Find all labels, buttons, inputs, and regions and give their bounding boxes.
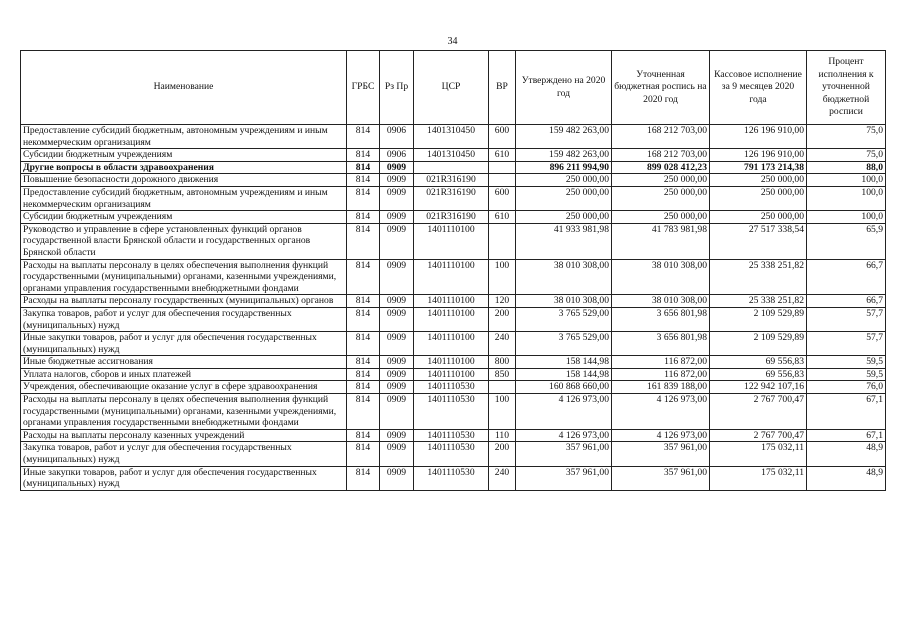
cell-approved: 3 765 529,00 (516, 307, 612, 331)
cell-percent: 67,1 (807, 394, 886, 430)
cell-percent: 66,7 (807, 259, 886, 295)
cell-rz-pr: 0906 (380, 125, 414, 149)
cell-rz-pr: 0909 (380, 211, 414, 224)
cell-rz-pr: 0909 (380, 174, 414, 187)
table-row (21, 149, 886, 162)
header-row (21, 51, 886, 125)
cell-rz-pr: 0906 (380, 149, 414, 162)
cell-grbs: 814 (347, 394, 380, 430)
cell-percent: 100,0 (807, 211, 886, 224)
cell-percent: 100,0 (807, 186, 886, 210)
cell-cash: 27 517 338,54 (710, 223, 807, 259)
cell-name: Расходы на выплаты персоналу государственных (муниципальных) органов (21, 295, 347, 308)
cell-csr: 1401310450 (414, 149, 489, 162)
cell-refined: 250 000,00 (612, 174, 710, 187)
cell-percent: 65,9 (807, 223, 886, 259)
cell-vr: 200 (489, 307, 516, 331)
cell-name: Закупка товаров, работ и услуг для обеспечения государственных (муниципальных) нужд (21, 307, 347, 331)
cell-name: Иные закупки товаров, работ и услуг для обеспечения государственных (муниципальных) нужд (21, 466, 347, 490)
cell-approved: 38 010 308,00 (516, 259, 612, 295)
cell-refined: 3 656 801,98 (612, 307, 710, 331)
cell-vr: 600 (489, 186, 516, 210)
cell-approved: 159 482 263,00 (516, 125, 612, 149)
cell-approved: 357 961,00 (516, 466, 612, 490)
cell-approved: 158 144,98 (516, 368, 612, 381)
cell-name: Субсидии бюджетным учреждениям (21, 149, 347, 162)
cell-cash: 25 338 251,82 (710, 295, 807, 308)
table-row (21, 125, 886, 149)
cell-rz-pr: 0909 (380, 307, 414, 331)
header-csr: ЦСР (414, 51, 489, 125)
cell-vr: 610 (489, 149, 516, 162)
cell-rz-pr: 0909 (380, 259, 414, 295)
header-cash: Кассовое исполнение за 9 месяцев 2020 года (710, 51, 807, 125)
cell-approved: 250 000,00 (516, 186, 612, 210)
cell-name: Уплата налогов, сборов и иных платежей (21, 368, 347, 381)
table-row (21, 332, 886, 356)
cell-cash: 250 000,00 (710, 174, 807, 187)
cell-vr: 100 (489, 259, 516, 295)
cell-vr: 600 (489, 125, 516, 149)
cell-refined: 3 656 801,98 (612, 332, 710, 356)
cell-csr: 1401110530 (414, 442, 489, 466)
cell-name: Иные закупки товаров, работ и услуг для обеспечения государственных (муниципальных) нужд (21, 332, 347, 356)
cell-rz-pr: 0909 (380, 381, 414, 394)
cell-name: Расходы на выплаты персоналу в целях обеспечения выполнения функций государственными (муниципальными) органами, казенными учреждениями, органами управления государственными внебюджетными фондами (21, 394, 347, 430)
cell-cash: 250 000,00 (710, 211, 807, 224)
cell-approved: 4 126 973,00 (516, 429, 612, 442)
cell-name: Субсидии бюджетным учреждениям (21, 211, 347, 224)
cell-refined: 38 010 308,00 (612, 295, 710, 308)
cell-percent: 48,9 (807, 442, 886, 466)
table-row (21, 186, 886, 210)
table-body (21, 125, 886, 491)
cell-percent: 100,0 (807, 174, 886, 187)
budget-table (20, 50, 886, 491)
header-name: Наименование (21, 51, 347, 125)
table-row (21, 223, 886, 259)
cell-name: Другие вопросы в области здравоохранения (21, 161, 347, 174)
table-row (21, 356, 886, 369)
header-percent: Процент исполнения к уточненной бюджетной росписи (807, 51, 886, 125)
cell-vr (489, 381, 516, 394)
cell-approved: 158 144,98 (516, 356, 612, 369)
cell-refined: 116 872,00 (612, 356, 710, 369)
cell-vr: 850 (489, 368, 516, 381)
cell-csr: 1401110100 (414, 368, 489, 381)
cell-refined: 250 000,00 (612, 186, 710, 210)
header-rz-pr: Рз Пр (380, 51, 414, 125)
cell-name: Предоставление субсидий бюджетным, автономным учреждениям и иным некоммерческим организациям (21, 186, 347, 210)
cell-refined: 41 783 981,98 (612, 223, 710, 259)
cell-rz-pr: 0909 (380, 161, 414, 174)
cell-vr (489, 223, 516, 259)
header-grbs: ГРБС (347, 51, 380, 125)
cell-approved: 41 933 981,98 (516, 223, 612, 259)
cell-percent: 75,0 (807, 149, 886, 162)
cell-cash: 126 196 910,00 (710, 125, 807, 149)
cell-refined: 4 126 973,00 (612, 394, 710, 430)
cell-csr: 1401110100 (414, 259, 489, 295)
cell-vr (489, 161, 516, 174)
cell-rz-pr: 0909 (380, 186, 414, 210)
table-row (21, 259, 886, 295)
cell-cash: 791 173 214,38 (710, 161, 807, 174)
cell-approved: 4 126 973,00 (516, 394, 612, 430)
table-row (21, 174, 886, 187)
cell-approved: 160 868 660,00 (516, 381, 612, 394)
cell-grbs: 814 (347, 161, 380, 174)
cell-percent: 67,1 (807, 429, 886, 442)
cell-csr: 1401110100 (414, 307, 489, 331)
cell-approved: 250 000,00 (516, 211, 612, 224)
cell-grbs: 814 (347, 429, 380, 442)
cell-refined: 250 000,00 (612, 211, 710, 224)
cell-rz-pr: 0909 (380, 356, 414, 369)
cell-cash: 2 109 529,89 (710, 332, 807, 356)
cell-grbs: 814 (347, 149, 380, 162)
cell-csr: 021R316190 (414, 186, 489, 210)
cell-cash: 122 942 107,16 (710, 381, 807, 394)
cell-approved: 159 482 263,00 (516, 149, 612, 162)
table-row (21, 466, 886, 490)
cell-cash: 69 556,83 (710, 356, 807, 369)
cell-cash: 2 109 529,89 (710, 307, 807, 331)
cell-percent: 59,5 (807, 356, 886, 369)
table-row (21, 381, 886, 394)
cell-refined: 38 010 308,00 (612, 259, 710, 295)
header-refined: Уточненная бюджетная роспись на 2020 год (612, 51, 710, 125)
cell-rz-pr: 0909 (380, 394, 414, 430)
cell-refined: 161 839 188,00 (612, 381, 710, 394)
cell-name: Расходы на выплаты персоналу в целях обеспечения выполнения функций государственными (муниципальными) органами, казенными учреждениями, органами управления государственными внебюджетными фондами (21, 259, 347, 295)
cell-csr: 1401110100 (414, 332, 489, 356)
cell-vr: 120 (489, 295, 516, 308)
cell-vr: 240 (489, 332, 516, 356)
header-vr: ВР (489, 51, 516, 125)
cell-rz-pr: 0909 (380, 368, 414, 381)
cell-grbs: 814 (347, 125, 380, 149)
cell-vr: 100 (489, 394, 516, 430)
cell-rz-pr: 0909 (380, 429, 414, 442)
cell-grbs: 814 (347, 381, 380, 394)
cell-cash: 2 767 700,47 (710, 429, 807, 442)
cell-grbs: 814 (347, 223, 380, 259)
cell-percent: 57,7 (807, 332, 886, 356)
cell-csr: 1401110100 (414, 356, 489, 369)
cell-approved: 38 010 308,00 (516, 295, 612, 308)
cell-csr: 1401110100 (414, 223, 489, 259)
table-row (21, 394, 886, 430)
table-row (21, 429, 886, 442)
table-row (21, 307, 886, 331)
cell-vr: 610 (489, 211, 516, 224)
cell-name: Руководство и управление в сфере установленных функций органов государственной власти Брянской области и государственных органов Брянской области (21, 223, 347, 259)
table-row (21, 442, 886, 466)
cell-name: Закупка товаров, работ и услуг для обеспечения государственных (муниципальных) нужд (21, 442, 347, 466)
cell-refined: 168 212 703,00 (612, 149, 710, 162)
cell-csr: 021R316190 (414, 211, 489, 224)
cell-cash: 126 196 910,00 (710, 149, 807, 162)
cell-cash: 69 556,83 (710, 368, 807, 381)
cell-vr (489, 174, 516, 187)
cell-grbs: 814 (347, 368, 380, 381)
cell-rz-pr: 0909 (380, 295, 414, 308)
cell-name: Иные бюджетные ассигнования (21, 356, 347, 369)
cell-approved: 250 000,00 (516, 174, 612, 187)
cell-cash: 2 767 700,47 (710, 394, 807, 430)
cell-percent: 88,0 (807, 161, 886, 174)
cell-vr: 800 (489, 356, 516, 369)
table-row (21, 295, 886, 308)
cell-name: Повышение безопасности дорожного движения (21, 174, 347, 187)
table-row (21, 161, 886, 174)
cell-vr: 200 (489, 442, 516, 466)
cell-grbs: 814 (347, 174, 380, 187)
cell-vr: 110 (489, 429, 516, 442)
cell-csr: 1401110100 (414, 295, 489, 308)
cell-refined: 357 961,00 (612, 466, 710, 490)
cell-percent: 57,7 (807, 307, 886, 331)
cell-csr (414, 161, 489, 174)
cell-refined: 357 961,00 (612, 442, 710, 466)
page-number: 34 (447, 36, 458, 47)
cell-rz-pr: 0909 (380, 442, 414, 466)
cell-refined: 116 872,00 (612, 368, 710, 381)
cell-rz-pr: 0909 (380, 223, 414, 259)
header-approved: Утверждено на 2020 год (516, 51, 612, 125)
cell-grbs: 814 (347, 295, 380, 308)
cell-rz-pr: 0909 (380, 466, 414, 490)
cell-csr: 1401110530 (414, 429, 489, 442)
cell-percent: 48,9 (807, 466, 886, 490)
table-row (21, 368, 886, 381)
cell-approved: 896 211 994,90 (516, 161, 612, 174)
cell-name: Расходы на выплаты персоналу казенных учреждений (21, 429, 347, 442)
table-row (21, 211, 886, 224)
cell-percent: 59,5 (807, 368, 886, 381)
cell-grbs: 814 (347, 259, 380, 295)
cell-refined: 4 126 973,00 (612, 429, 710, 442)
cell-cash: 175 032,11 (710, 466, 807, 490)
cell-csr: 021R316190 (414, 174, 489, 187)
cell-refined: 899 028 412,23 (612, 161, 710, 174)
cell-csr: 1401110530 (414, 394, 489, 430)
cell-name: Предоставление субсидий бюджетным, автономным учреждениям и иным некоммерческим организациям (21, 125, 347, 149)
cell-percent: 75,0 (807, 125, 886, 149)
cell-cash: 25 338 251,82 (710, 259, 807, 295)
cell-csr: 1401110530 (414, 466, 489, 490)
cell-name: Учреждения, обеспечивающие оказание услуг в сфере здравоохранения (21, 381, 347, 394)
cell-cash: 250 000,00 (710, 186, 807, 210)
cell-percent: 76,0 (807, 381, 886, 394)
cell-refined: 168 212 703,00 (612, 125, 710, 149)
cell-rz-pr: 0909 (380, 332, 414, 356)
cell-grbs: 814 (347, 442, 380, 466)
cell-grbs: 814 (347, 186, 380, 210)
cell-vr: 240 (489, 466, 516, 490)
cell-percent: 66,7 (807, 295, 886, 308)
cell-approved: 3 765 529,00 (516, 332, 612, 356)
cell-grbs: 814 (347, 356, 380, 369)
cell-grbs: 814 (347, 332, 380, 356)
cell-cash: 175 032,11 (710, 442, 807, 466)
cell-grbs: 814 (347, 466, 380, 490)
cell-approved: 357 961,00 (516, 442, 612, 466)
cell-csr: 1401310450 (414, 125, 489, 149)
cell-grbs: 814 (347, 211, 380, 224)
cell-grbs: 814 (347, 307, 380, 331)
cell-csr: 1401110530 (414, 381, 489, 394)
